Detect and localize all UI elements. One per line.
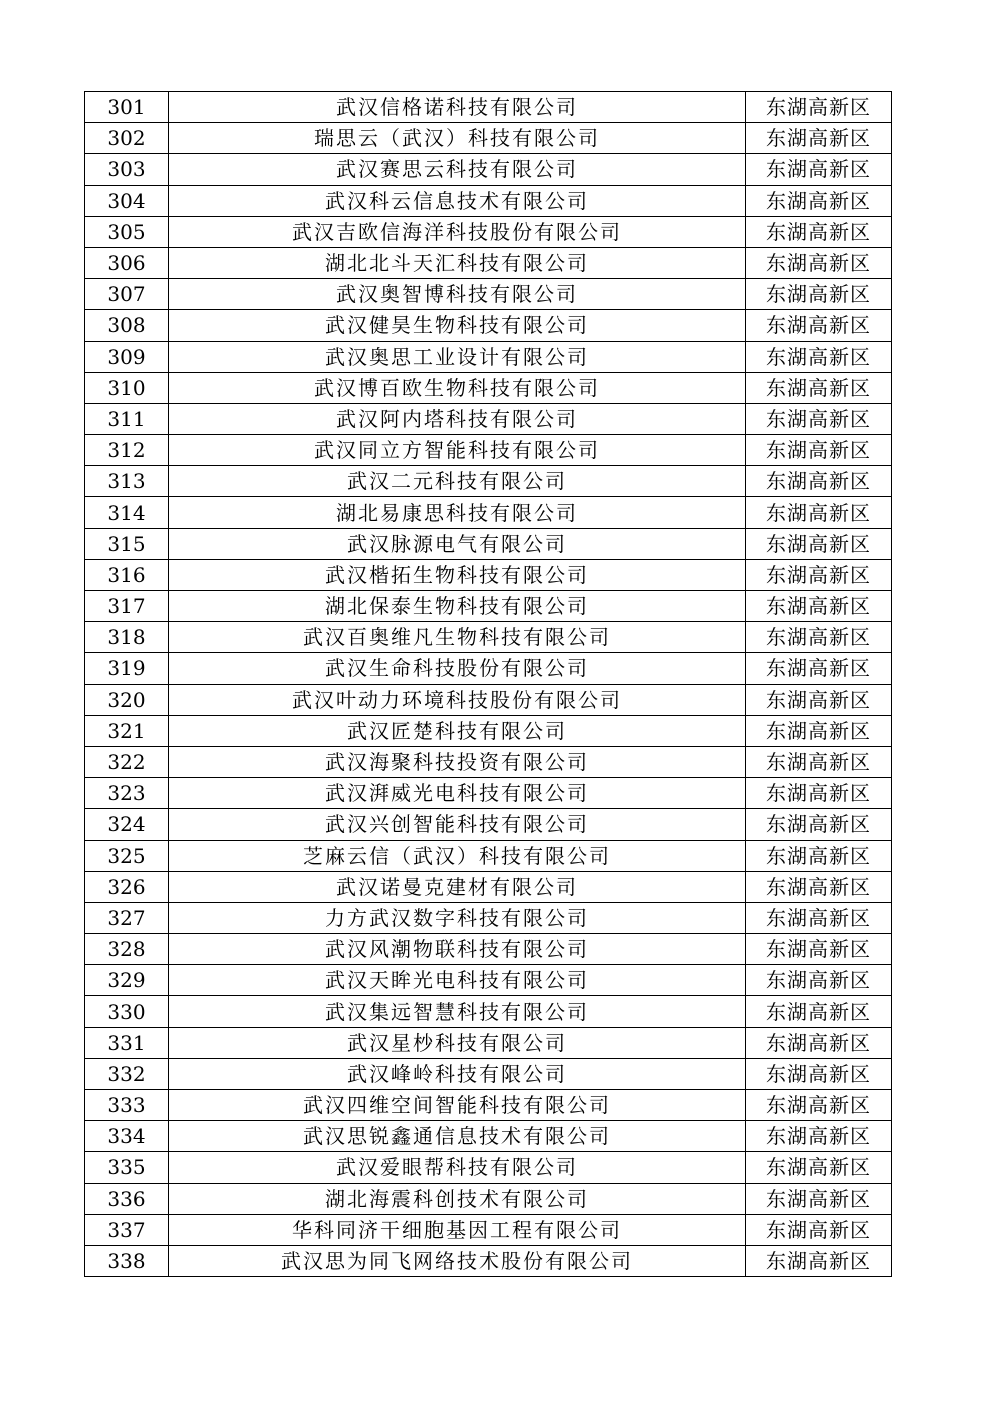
table-row xyxy=(85,653,892,684)
company-name: 武汉赛思云科技有限公司 xyxy=(169,154,746,185)
table-row xyxy=(85,341,892,372)
row-number: 318 xyxy=(85,622,169,653)
table-row xyxy=(85,902,892,933)
table-row xyxy=(85,1058,892,1089)
row-number: 309 xyxy=(85,341,169,372)
district-name: 东湖高新区 xyxy=(746,247,892,278)
company-name: 湖北北斗天汇科技有限公司 xyxy=(169,247,746,278)
company-name: 武汉思锐鑫通信息技术有限公司 xyxy=(169,1121,746,1152)
row-number: 330 xyxy=(85,996,169,1027)
company-name: 武汉奥思工业设计有限公司 xyxy=(169,341,746,372)
company-name: 武汉天眸光电科技有限公司 xyxy=(169,965,746,996)
company-name: 武汉爱眼帮科技有限公司 xyxy=(169,1152,746,1183)
company-name: 武汉吉欧信海洋科技股份有限公司 xyxy=(169,216,746,247)
district-name: 东湖高新区 xyxy=(746,871,892,902)
row-number: 303 xyxy=(85,154,169,185)
row-number: 334 xyxy=(85,1121,169,1152)
row-number: 323 xyxy=(85,778,169,809)
row-number: 317 xyxy=(85,591,169,622)
company-name: 武汉星杪科技有限公司 xyxy=(169,1027,746,1058)
row-number: 301 xyxy=(85,92,169,123)
table-row xyxy=(85,809,892,840)
district-name: 东湖高新区 xyxy=(746,403,892,434)
district-name: 东湖高新区 xyxy=(746,497,892,528)
district-name: 东湖高新区 xyxy=(746,528,892,559)
company-name: 华科同济干细胞基因工程有限公司 xyxy=(169,1214,746,1245)
company-name: 武汉风潮物联科技有限公司 xyxy=(169,934,746,965)
row-number: 327 xyxy=(85,902,169,933)
district-name: 东湖高新区 xyxy=(746,746,892,777)
row-number: 332 xyxy=(85,1058,169,1089)
row-number: 320 xyxy=(85,684,169,715)
table-row xyxy=(85,123,892,154)
table-row xyxy=(85,715,892,746)
table-row xyxy=(85,1245,892,1276)
table-row xyxy=(85,1027,892,1058)
table-row xyxy=(85,1214,892,1245)
table-row xyxy=(85,435,892,466)
district-name: 东湖高新区 xyxy=(746,1121,892,1152)
table-row xyxy=(85,185,892,216)
row-number: 326 xyxy=(85,871,169,902)
row-number: 331 xyxy=(85,1027,169,1058)
table-row xyxy=(85,840,892,871)
company-name: 武汉百奥维凡生物科技有限公司 xyxy=(169,622,746,653)
table-body xyxy=(85,92,892,1277)
row-number: 328 xyxy=(85,934,169,965)
district-name: 东湖高新区 xyxy=(746,653,892,684)
company-name: 湖北海震科创技术有限公司 xyxy=(169,1183,746,1214)
district-name: 东湖高新区 xyxy=(746,778,892,809)
company-name: 武汉海聚科技投资有限公司 xyxy=(169,746,746,777)
row-number: 306 xyxy=(85,247,169,278)
company-name: 武汉兴创智能科技有限公司 xyxy=(169,809,746,840)
district-name: 东湖高新区 xyxy=(746,466,892,497)
row-number: 319 xyxy=(85,653,169,684)
company-name: 湖北易康思科技有限公司 xyxy=(169,497,746,528)
table-row xyxy=(85,1090,892,1121)
company-name: 瑞思云（武汉）科技有限公司 xyxy=(169,123,746,154)
company-name: 武汉生命科技股份有限公司 xyxy=(169,653,746,684)
company-name: 武汉四维空间智能科技有限公司 xyxy=(169,1090,746,1121)
company-name: 武汉匠楚科技有限公司 xyxy=(169,715,746,746)
table-row xyxy=(85,1121,892,1152)
row-number: 313 xyxy=(85,466,169,497)
table-row xyxy=(85,684,892,715)
district-name: 东湖高新区 xyxy=(746,123,892,154)
row-number: 315 xyxy=(85,528,169,559)
company-name: 武汉博百欧生物科技有限公司 xyxy=(169,372,746,403)
company-name: 武汉峰岭科技有限公司 xyxy=(169,1058,746,1089)
company-name: 武汉科云信息技术有限公司 xyxy=(169,185,746,216)
company-name: 芝麻云信（武汉）科技有限公司 xyxy=(169,840,746,871)
district-name: 东湖高新区 xyxy=(746,435,892,466)
row-number: 337 xyxy=(85,1214,169,1245)
table-row xyxy=(85,559,892,590)
district-name: 东湖高新区 xyxy=(746,1090,892,1121)
row-number: 321 xyxy=(85,715,169,746)
district-name: 东湖高新区 xyxy=(746,1183,892,1214)
district-name: 东湖高新区 xyxy=(746,1152,892,1183)
table-row xyxy=(85,778,892,809)
row-number: 312 xyxy=(85,435,169,466)
row-number: 325 xyxy=(85,840,169,871)
table-row xyxy=(85,622,892,653)
district-name: 东湖高新区 xyxy=(746,1058,892,1089)
row-number: 311 xyxy=(85,403,169,434)
district-name: 东湖高新区 xyxy=(746,809,892,840)
table-row xyxy=(85,372,892,403)
table-row xyxy=(85,216,892,247)
table-row xyxy=(85,310,892,341)
table-row xyxy=(85,591,892,622)
row-number: 314 xyxy=(85,497,169,528)
company-name: 武汉同立方智能科技有限公司 xyxy=(169,435,746,466)
district-name: 东湖高新区 xyxy=(746,216,892,247)
company-name: 武汉湃威光电科技有限公司 xyxy=(169,778,746,809)
district-name: 东湖高新区 xyxy=(746,934,892,965)
table-row xyxy=(85,746,892,777)
district-name: 东湖高新区 xyxy=(746,154,892,185)
company-name: 湖北保泰生物科技有限公司 xyxy=(169,591,746,622)
table-row xyxy=(85,528,892,559)
table-row xyxy=(85,154,892,185)
table-row xyxy=(85,1183,892,1214)
row-number: 338 xyxy=(85,1245,169,1276)
table-row xyxy=(85,965,892,996)
company-name: 武汉健昊生物科技有限公司 xyxy=(169,310,746,341)
table-row xyxy=(85,996,892,1027)
district-name: 东湖高新区 xyxy=(746,310,892,341)
row-number: 302 xyxy=(85,123,169,154)
district-name: 东湖高新区 xyxy=(746,92,892,123)
table-row xyxy=(85,871,892,902)
row-number: 329 xyxy=(85,965,169,996)
table-row xyxy=(85,497,892,528)
row-number: 308 xyxy=(85,310,169,341)
district-name: 东湖高新区 xyxy=(746,279,892,310)
row-number: 336 xyxy=(85,1183,169,1214)
district-name: 东湖高新区 xyxy=(746,684,892,715)
company-name: 力方武汉数字科技有限公司 xyxy=(169,902,746,933)
table-row xyxy=(85,466,892,497)
district-name: 东湖高新区 xyxy=(746,996,892,1027)
table-row xyxy=(85,403,892,434)
company-name: 武汉集远智慧科技有限公司 xyxy=(169,996,746,1027)
company-name: 武汉信格诺科技有限公司 xyxy=(169,92,746,123)
district-name: 东湖高新区 xyxy=(746,902,892,933)
district-name: 东湖高新区 xyxy=(746,1245,892,1276)
district-name: 东湖高新区 xyxy=(746,840,892,871)
district-name: 东湖高新区 xyxy=(746,559,892,590)
district-name: 东湖高新区 xyxy=(746,965,892,996)
district-name: 东湖高新区 xyxy=(746,622,892,653)
company-list-table xyxy=(84,91,892,1277)
row-number: 333 xyxy=(85,1090,169,1121)
district-name: 东湖高新区 xyxy=(746,1027,892,1058)
row-number: 307 xyxy=(85,279,169,310)
row-number: 324 xyxy=(85,809,169,840)
row-number: 316 xyxy=(85,559,169,590)
district-name: 东湖高新区 xyxy=(746,185,892,216)
table-row xyxy=(85,279,892,310)
row-number: 310 xyxy=(85,372,169,403)
row-number: 305 xyxy=(85,216,169,247)
company-name: 武汉楷拓生物科技有限公司 xyxy=(169,559,746,590)
company-name: 武汉诺曼克建材有限公司 xyxy=(169,871,746,902)
district-name: 东湖高新区 xyxy=(746,1214,892,1245)
company-name: 武汉脉源电气有限公司 xyxy=(169,528,746,559)
row-number: 322 xyxy=(85,746,169,777)
company-name: 武汉奥智博科技有限公司 xyxy=(169,279,746,310)
company-name: 武汉阿内塔科技有限公司 xyxy=(169,403,746,434)
district-name: 东湖高新区 xyxy=(746,341,892,372)
district-name: 东湖高新区 xyxy=(746,715,892,746)
district-name: 东湖高新区 xyxy=(746,372,892,403)
row-number: 335 xyxy=(85,1152,169,1183)
district-name: 东湖高新区 xyxy=(746,591,892,622)
row-number: 304 xyxy=(85,185,169,216)
table-row xyxy=(85,247,892,278)
table-row xyxy=(85,1152,892,1183)
table-row xyxy=(85,92,892,123)
company-name: 武汉二元科技有限公司 xyxy=(169,466,746,497)
company-name: 武汉叶动力环境科技股份有限公司 xyxy=(169,684,746,715)
company-name: 武汉思为同飞网络技术股份有限公司 xyxy=(169,1245,746,1276)
table-row xyxy=(85,934,892,965)
